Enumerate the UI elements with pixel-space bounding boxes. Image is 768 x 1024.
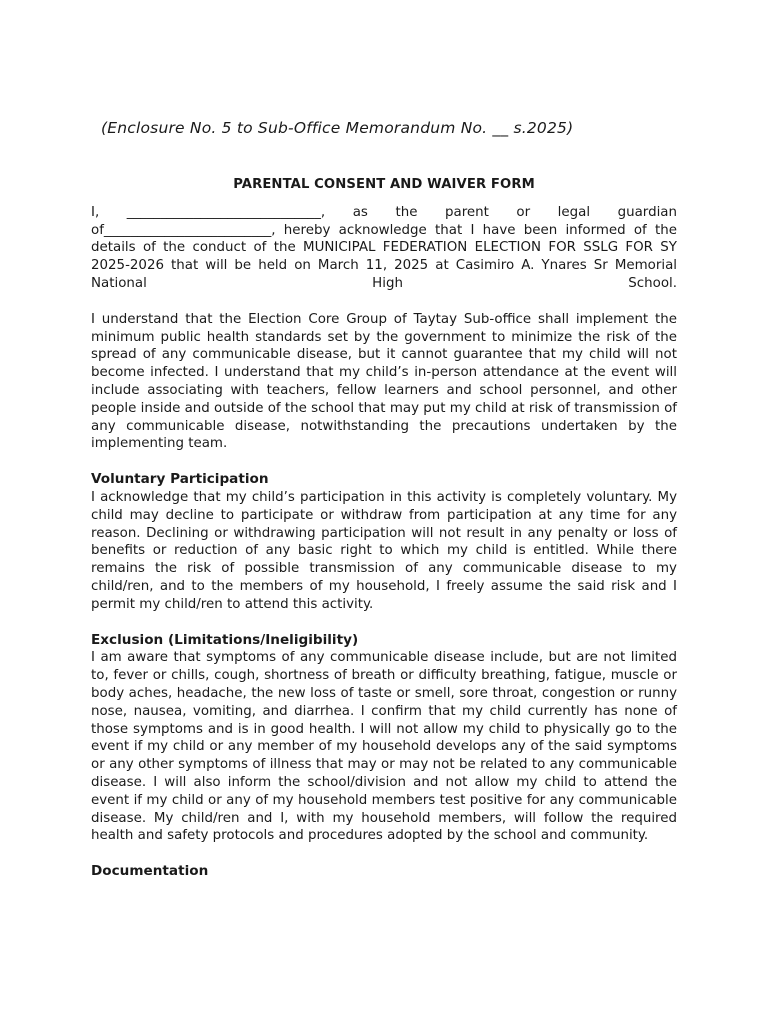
understanding-paragraph: I understand that the Election Core Group of Taytay Sub-office shall implement the minimum public health standards set by the government to minimize the risk of the spread of any communicable disease, but it cannot guarantee that my child will not become infected. I understand that my child’s in-person attendance at the event will include associating with teachers, fellow learners and school personnel, and other people inside and outside of the school that may put my child at risk of transmission of any communicable disease, notwithstanding the precautions undertaken by the implementing team. (91, 311, 677, 452)
voluntary-heading: Voluntary Participation (91, 471, 269, 488)
enclosure-note: (Enclosure No. 5 to Sub-Office Memorandum No. __ s.2025) (101, 119, 574, 137)
documentation-heading: Documentation (91, 863, 209, 880)
form-body (91, 176, 677, 881)
intro-paragraph: I, _____________________________, as the parent or legal guardian of_________________________, hereby acknowledge that I have been informed of the details of the conduct of the MUNICIPAL FEDERATION ELECTION FOR SSLG FOR SY 2025-2026 that will be held on March 11, 2025 at Casimiro A. Ynares Sr Memorial National High School. (91, 204, 677, 291)
exclusion-paragraph: I am aware that symptoms of any communicable disease include, but are not limited to, fever or chills, cough, shortness of breath or difficulty breathing, fatigue, muscle or body aches, headache, the new loss of taste or smell, sore throat, congestion or runny nose, nausea, vomiting, and diarrhea. I confirm that my child currently has none of those symptoms and is in good health. I will not allow my child to physically go to the event if my child or any member of my household develops any of the said symptoms or any other symptoms of illness that may or may not be related to any communicable disease. I will also inform the school/division and not allow my child to attend the event if my child or any of my household members test positive for any communicable disease. My child/ren and I, with my household members, will follow the required health and safety protocols and procedures adopted by the school and community. (91, 650, 677, 844)
voluntary-paragraph: I acknowledge that my child’s participation in this activity is completely voluntary. My child may decline to participate or withdraw from participation at any time for any reason. Declining or withdrawing participation will not result in any penalty or loss of benefits or reduction of any basic right to which my child is entitled. While there remains the risk of possible transmission of any communicable disease to my child/ren, and to the members of my household, I freely assume the said risk and I permit my child/ren to attend this activity. (91, 489, 677, 612)
exclusion-heading: Exclusion (Limitations/Ineligibility) (91, 631, 359, 648)
paragraph-gap (91, 453, 677, 471)
paragraph-gap (91, 614, 677, 632)
paragraph-gap (91, 845, 677, 863)
paragraph-gap (91, 293, 677, 311)
form-title: PARENTAL CONSENT AND WAIVER FORM (233, 177, 535, 192)
